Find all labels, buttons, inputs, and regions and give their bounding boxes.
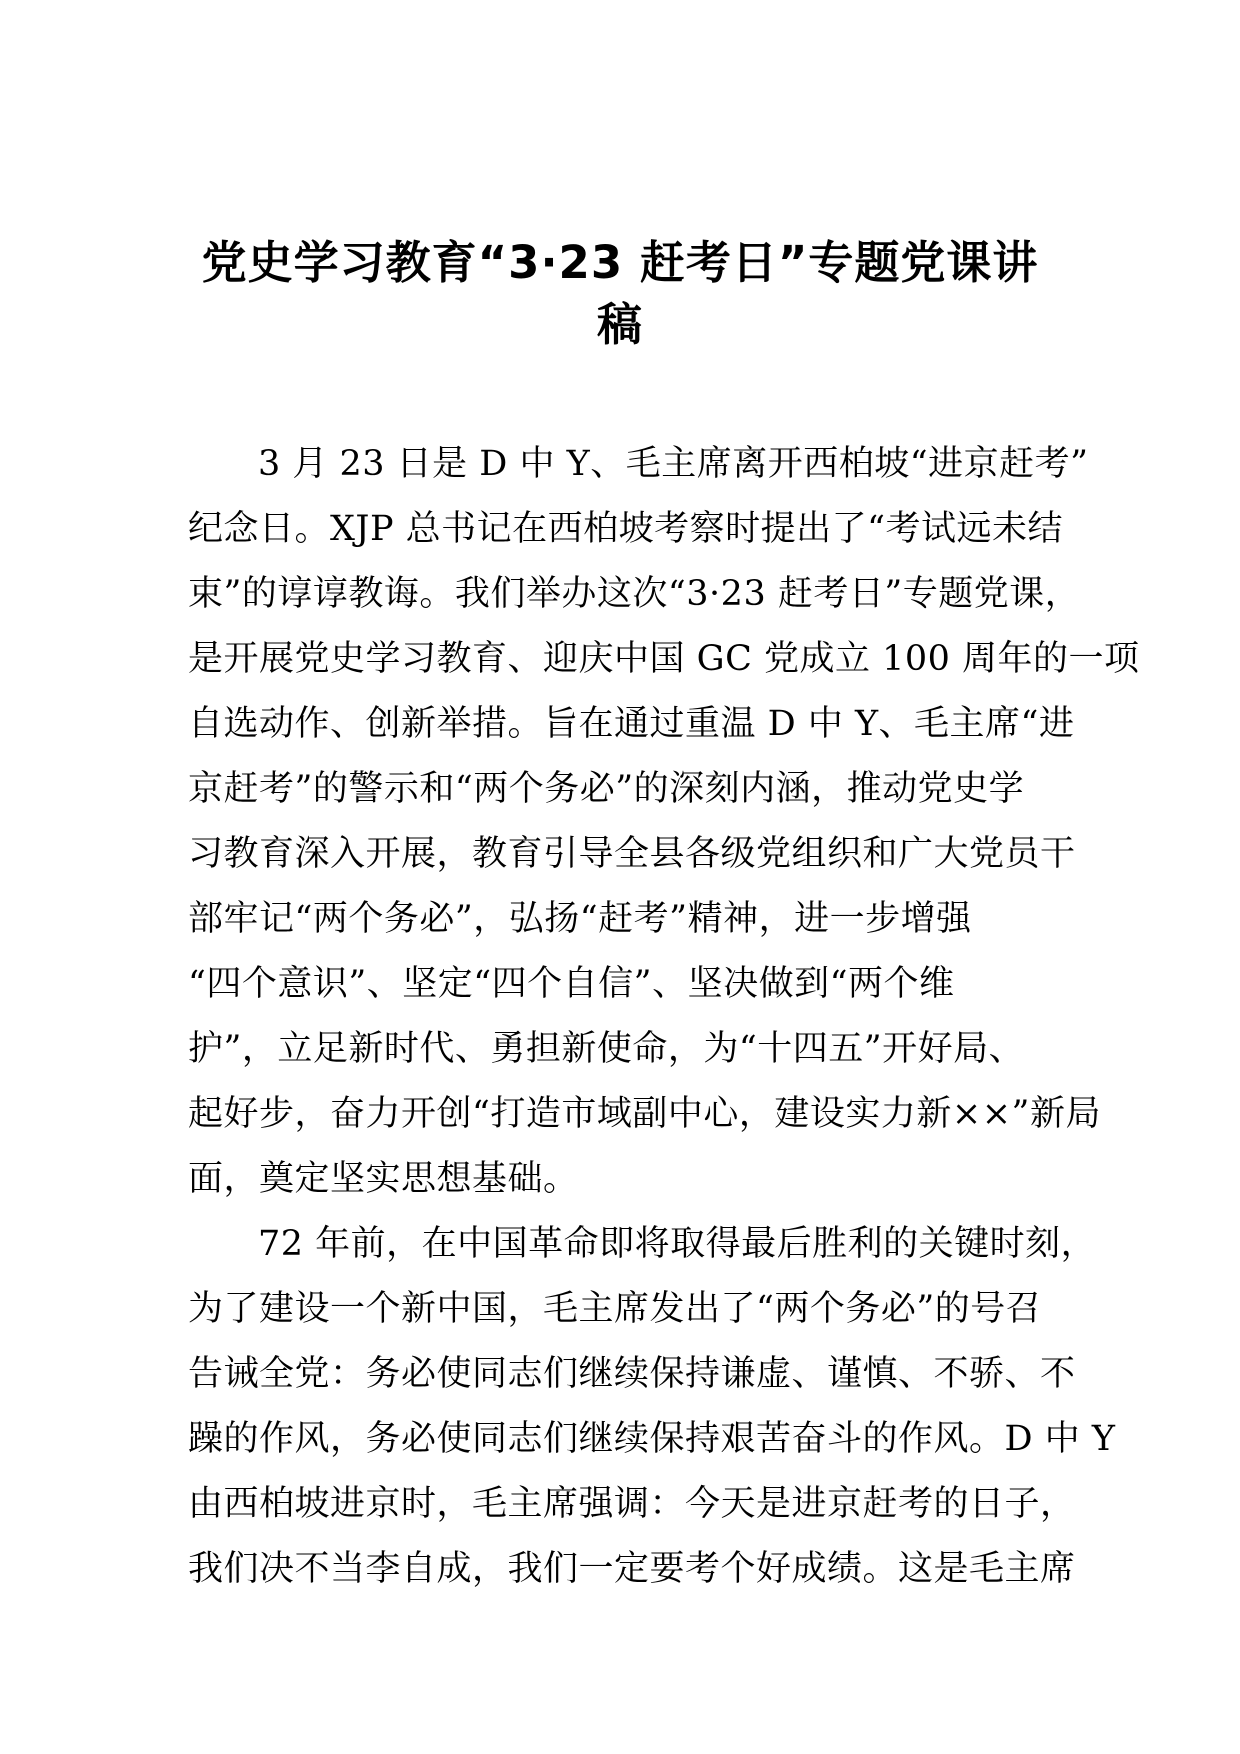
text-line: 72 年前，在中国革命即将取得最后胜利的关键时刻， <box>258 1224 1097 1264</box>
text-line: 束”的谆谆教诲。我们举办这次“3·23 赶考日”专题党课， <box>188 574 1081 614</box>
text-line: 京赶考”的警示和“两个务必”的深刻内涵，推动党史学 <box>188 769 1025 809</box>
document-body <box>188 432 1140 1602</box>
paragraph-2 <box>188 1212 1116 1602</box>
text-line: 由西柏坡进京时，毛主席强调：今天是进京赶考的日子， <box>188 1484 1076 1524</box>
title-line: 党史学习教育“3·23 赶考日”专题党课讲 <box>201 236 1039 289</box>
text-line: 告诫全党：务必使同志们继续保持谦虚、谨慎、不骄、不 <box>188 1354 1076 1394</box>
paragraph-1 <box>188 432 1140 1212</box>
title-line: 稿 <box>596 298 643 351</box>
document-title <box>185 232 1055 356</box>
text-line: 纪念日。XJP 总书记在西柏坡考察时提出了“考试远未结 <box>188 509 1064 549</box>
text-line: 部牢记“两个务必”，弘扬“赶考”精神，进一步增强 <box>188 899 972 939</box>
text-line: 3 月 23 日是 D 中 Y、毛主席离开西柏坡“进京赶考” <box>258 444 1089 484</box>
text-line: “四个意识”、坚定“四个自信”、坚决做到“两个维 <box>188 964 955 1004</box>
text-line: 起好步，奋力开创“打造市域副中心，建设实力新××”新局 <box>188 1094 1101 1134</box>
text-line: 我们决不当李自成，我们一定要考个好成绩。这是毛主席 <box>188 1549 1076 1589</box>
text-line: 习教育深入开展，教育引导全县各级党组织和广大党员干 <box>188 834 1076 874</box>
text-line: 是开展党史学习教育、迎庆中国 GC 党成立 100 周年的一项 <box>188 639 1140 679</box>
text-line: 躁的作风，务必使同志们继续保持艰苦奋斗的作风。D 中 Y <box>188 1419 1116 1459</box>
text-line: 护”，立足新时代、勇担新使命，为“十四五”开好局、 <box>188 1029 1025 1069</box>
text-line: 面，奠定坚实思想基础。 <box>188 1159 579 1199</box>
text-line: 为了建设一个新中国，毛主席发出了“两个务必”的号召 <box>188 1289 1042 1329</box>
text-line: 自选动作、创新举措。旨在通过重温 D 中 Y、毛主席“进 <box>188 704 1075 744</box>
